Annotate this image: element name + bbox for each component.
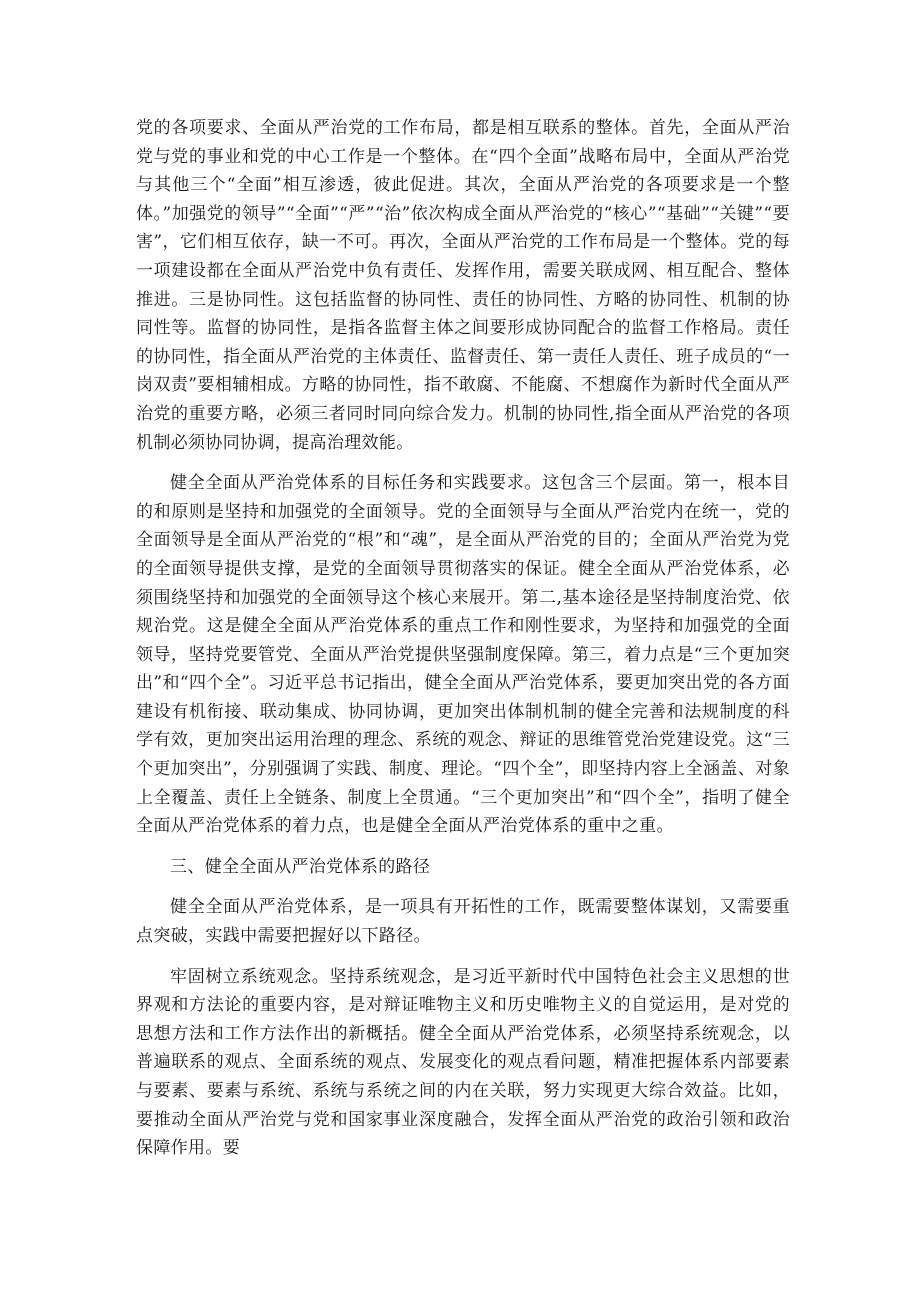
document-page [136, 114, 790, 1175]
section-heading: 三、健全全面从严治党体系的路径 [170, 856, 431, 877]
paragraph-goals-and-requirements: 健全全面从严治党体系的目标任务和实践要求。这包含三个层面。第一，根本目的和原则是坚持和加强党的全面领导。党的全面领导与全面从严治党内在统一，党的全面领导是全面从严治党的“根”和“魂”，是全面从严治党的目的；全面从严治党为党的全面领导提供支撑，是党的全面领导贯彻落实的保证。健全全面从严治党体系，必须围绕坚持和加强党的全面领导这个核心来展开。第二,基本途径是坚持制度治党、依规治党。这是健全全面从严治党体系的重点工作和刚性要求，为坚持和加强党的全面领导，坚持党要管党、全面从严治党提供坚强制度保障。第三，着力点是“三个更加突出”和“四个全”。习近平总书记指出，健全全面从严治党体系，要更加突出党的各方面建设有机衔接、联动集成、协同协调，更加突出体制机制的健全完善和法规制度的科学有效，更加突出运用治理的理念、系统的观念、辩证的思维管党治党建设党。这“三个更加突出”，分别强调了实践、制度、理论。“四个全”，即坚持内容上全涵盖、对象上全覆盖、责任上全链条、制度上全贯通。“三个更加突出”和“四个全”，指明了健全全面从严治党体系的着力点，也是健全全面从严治党体系的重中之重。 [136, 473, 790, 837]
paragraph-system-concept: 牢固树立系统观念。坚持系统观念，是习近平新时代中国特色社会主义思想的世界观和方法论的重要内容，是对辩证唯物主义和历史唯物主义的自觉运用，是对党的思想方法和工作方法作出的新概括。健全全面从严治党体系，必须坚持系统观念，以普遍联系的观点、全面系统的观点、发展变化的观点看问题，精准把握体系内部要素与要素、要素与系统、系统与系统之间的内在关联，努力实现更大综合效益。比如，要推动全面从严治党与党和国家事业深度融合，发挥全面从严治党的政治引领和政治保障作用。要 [136, 966, 790, 1159]
paragraph-continuation: 党的各项要求、全面从严治党的工作布局，都是相互联系的整体。首先，全面从严治党与党的事业和党的中心工作是一个整体。在“四个全面”战略布局中，全面从严治党与其他三个“全面”相互渗透，彼此促进。其次，全面从严治党的各项要求是一个整体。”加强党的领导”“全面”“严”“治”依次构成全面从严治党的“核心”“基础”“关键”“要害”，它们相互依存，缺一不可。再次，全面从严治党的工作布局是一个整体。党的每一项建设都在全面从严治党中负有责任、发挥作用，需要关联成网、相互配合、整体推进。三是协同性。这包括监督的协同性、责任的协同性、方略的协同性、机制的协同性等。监督的协同性，是指各监督主体之间要形成协同配合的监督工作格局。责任的协同性，指全面从严治党的主体责任、监督责任、第一责任人责任、班子成员的“一岗双责”要相辅相成。方略的协同性，指不敢腐、不能腐、不想腐作为新时代全面从严治党的重要方略，必须三者同时同向综合发力。机制的协同性,指全面从严治党的各项机制必须协同协调，提高治理效能。 [136, 118, 790, 453]
paragraph-path-intro: 健全全面从严治党体系，是一项具有开拓性的工作，既需要整体谋划，又需要重点突破，实践中需要把握好以下路径。 [136, 897, 790, 947]
